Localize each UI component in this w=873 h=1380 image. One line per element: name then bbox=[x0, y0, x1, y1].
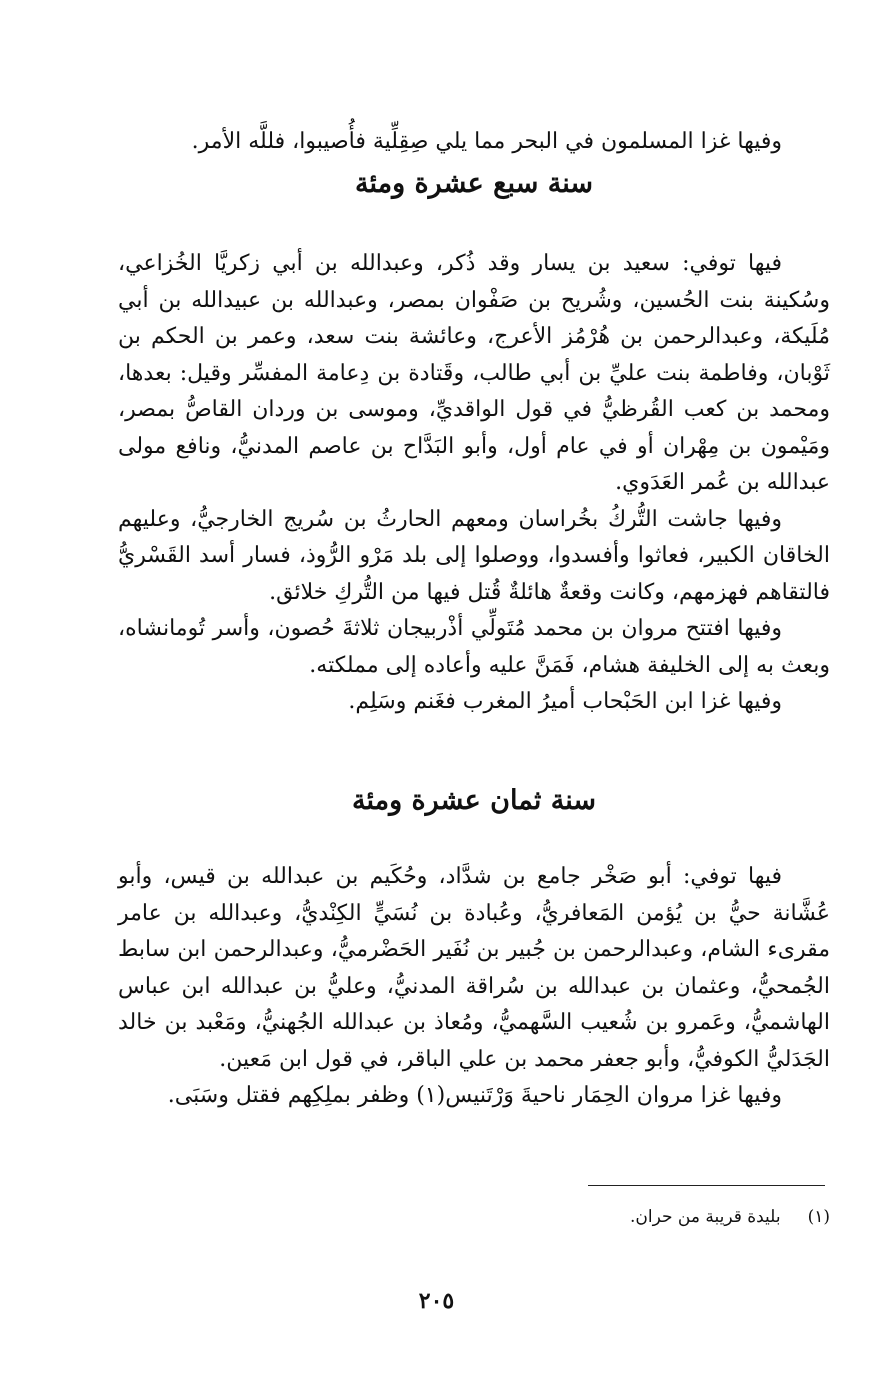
paragraph-deaths-117: فيها توفي: سعيد بن يسار وقد ذُكر، وعبدالله بن أبي زكريَّا الخُزاعي، وسُكينة بنت الحُسين، وشُريح بن صَفْوان بمصر، وعبدالله بن عبيدالله بن أبي مُلَيكة، وعبدالرحمن بن هُرْمُز الأعرج، وعائشة بنت سعد، وعمر بن الحكم بن ثَوْبان، وفاطمة بنت عليِّ بن أبي طالب، وقَتادة بن دِعامة المفسِّر وقيل: بعدها، ومحمد بن كعب القُرظيُّ في قول الواقديِّ، وموسى بن وردان القاصُّ بمصر، ومَيْمون بن مِهْران أو في عام أول، وأبو البَدَّاح بن عاصم المدنيُّ، ونافع مولى عبدالله بن عُمر العَدَوي. bbox=[118, 251, 830, 495]
footnote-divider bbox=[588, 1185, 825, 1186]
paragraph-turks-117: وفيها جاشت التُّركُ بخُراسان ومعهم الحارثُ بن سُريج الخارجيُّ، وعليهم الخاقان الكبير، فعاثوا وأفسدوا، ووصلوا إلى بلد مَرْو الرُّوذ، فسار أسد القَسْريُّ فالتقاهم فهزمهم، وكانت وقعةٌ هائلةٌ قُتل فيها من التُّركِ خلائق. bbox=[118, 506, 830, 605]
paragraph-marwan-117: وفيها افتتح مروان بن محمد مُتَولِّي أذْربيجان ثلاثةَ حُصون، وأسر تُومانشاه، وبعث به إلى الخليفة هشام، فَمَنَّ عليه وأعاده إلى مملكته. bbox=[118, 616, 830, 678]
footnote-marker: (١) bbox=[807, 1207, 830, 1227]
section-heading-117: سنة سبع عشرة ومئة bbox=[355, 168, 593, 199]
paragraph-habhab-117: وفيها غزا ابن الحَبْحاب أميرُ المغرب فغَنم وسَلِم. bbox=[348, 689, 782, 714]
opening-block bbox=[118, 124, 830, 161]
section-118-body bbox=[118, 859, 830, 1115]
paragraph-marwan-118: وفيها غزا مروان الحِمَار ناحيةَ وَرْتَنيس(١) وظفر بملِكِهم فقتل وسَبَى. bbox=[167, 1083, 782, 1108]
page-number: ٢٠٥ bbox=[418, 1288, 455, 1314]
opening-paragraph: وفيها غزا المسلمون في البحر مما يلي صِقِلِّية فأُصيبوا، فللَّه الأمر. bbox=[191, 129, 782, 154]
paragraph-deaths-118: فيها توفي: أبو صَخْر جامع بن شدَّاد، وحُكَيم بن عبدالله بن قيس، وأبو عُشَّانة حيُّ بن يُؤمن المَعافريُّ، وعُبادة بن نُسَيٍّ الكِنْديُّ، وعبدالله بن عامر مقرىء الشام، وعبدالرحمن بن جُبير بن نُفَير الحَضْرميُّ، وعبدالرحمن ابن سابط الجُمحيُّ، وعثمان بن عبدالله بن سُراقة المدنيُّ، وعليُّ بن عبدالله ابن عباس الهاشميُّ، وعَمرو بن شُعيب السَّهميُّ، ومُعاذ بن عبدالله الجُهنيُّ، ومَعْبد بن خالد الجَدَليُّ الكوفيُّ، وأبو جعفر محمد بن علي الباقر، في قول ابن مَعين. bbox=[118, 864, 830, 1072]
footnote-text: بليدة قريبة من حران. bbox=[629, 1207, 781, 1227]
footnote bbox=[118, 1204, 830, 1230]
section-heading-118: سنة ثمان عشرة ومئة bbox=[352, 785, 596, 816]
section-117-body bbox=[118, 246, 830, 721]
